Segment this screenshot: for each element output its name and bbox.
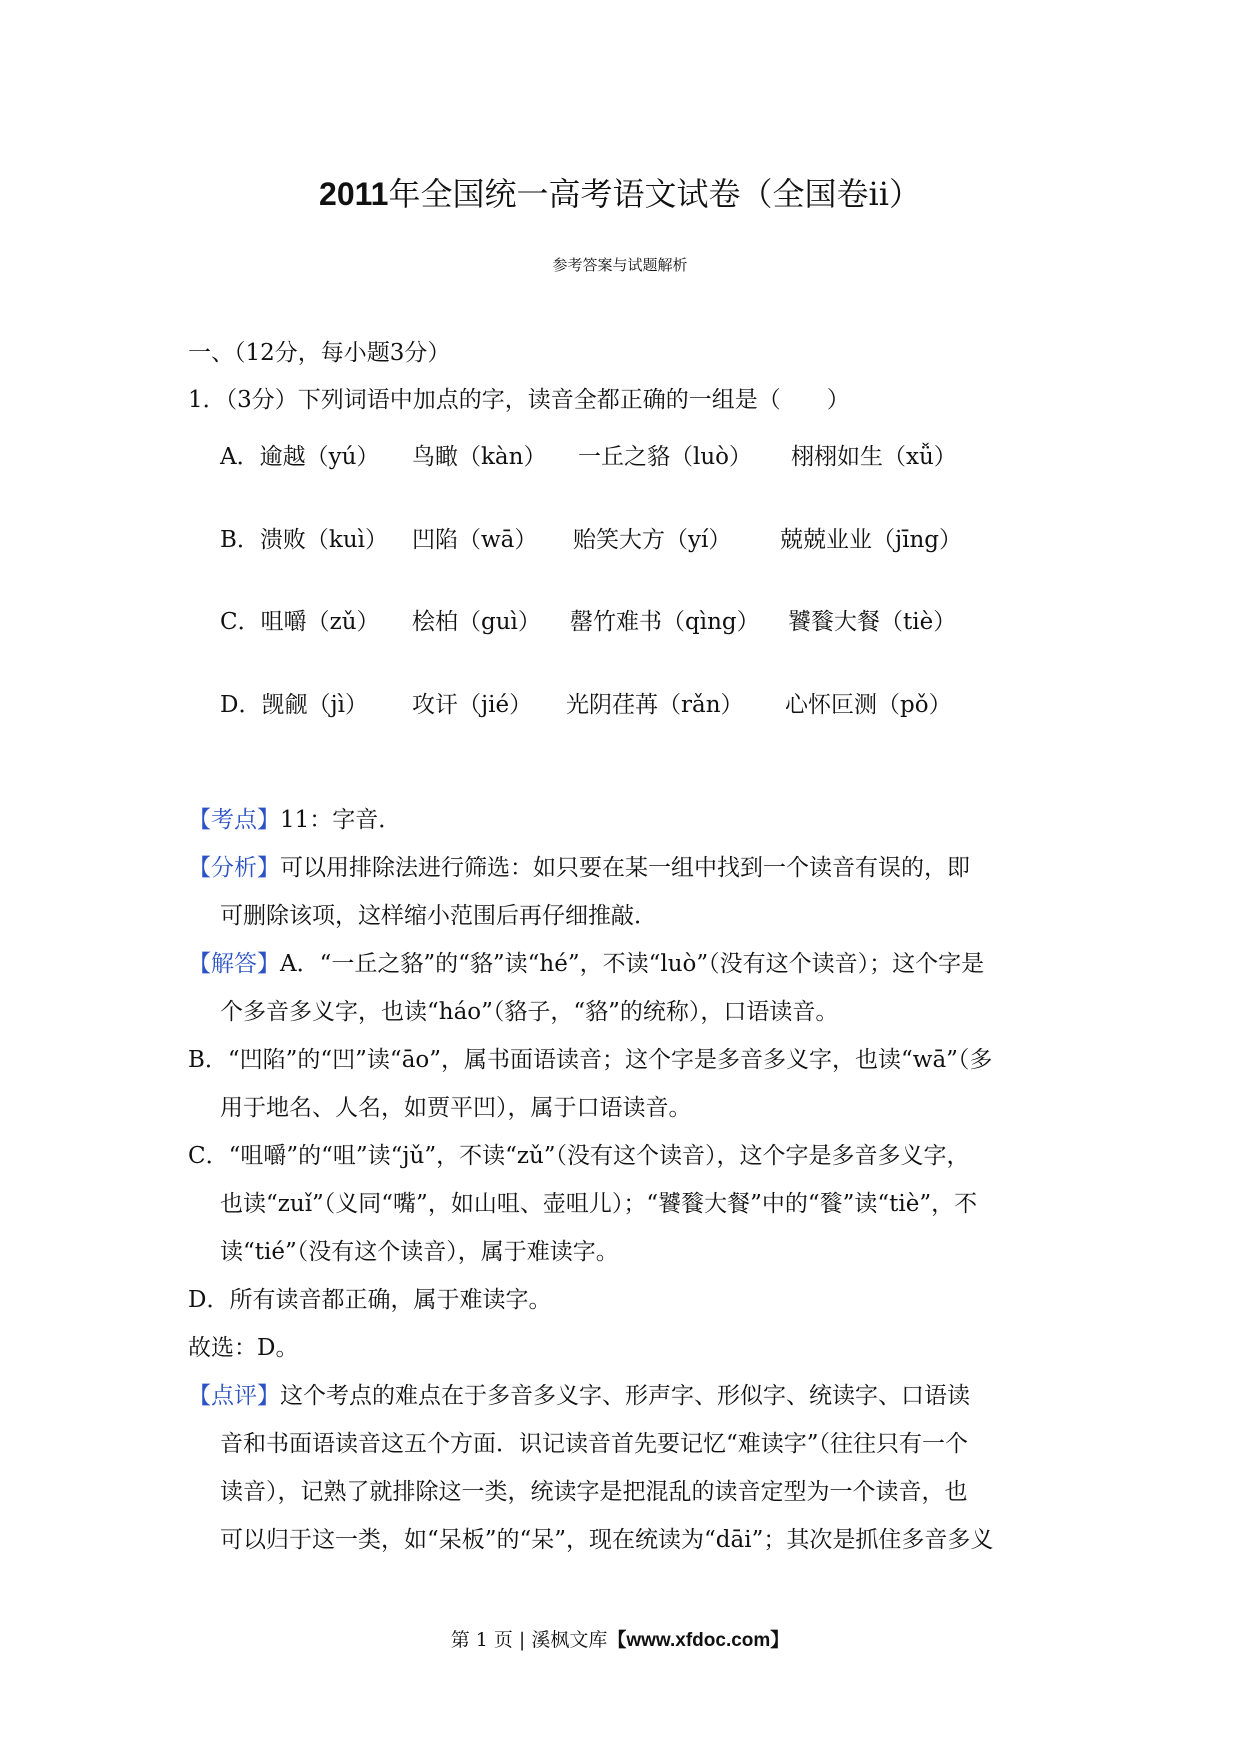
option-c bbox=[220, 605, 980, 639]
option-a-item-2: 鸟瞰（kàn） bbox=[412, 444, 547, 470]
jieda-answer: 故选：D。 bbox=[188, 1335, 299, 1361]
footer-page-number: 第 1 页 | 溪枫文库 bbox=[450, 1629, 608, 1651]
kaodian-tag: 【考点】 bbox=[188, 807, 280, 833]
option-b-label: B． bbox=[220, 527, 260, 553]
option-d-label: D． bbox=[220, 692, 262, 718]
footer-site-link[interactable]: 【www.xfdoc.com】 bbox=[607, 1630, 790, 1651]
dianping-tag: 【点评】 bbox=[188, 1383, 280, 1409]
option-a bbox=[220, 440, 980, 474]
jieda-line-8: D．所有读音都正确，属于难读字。 bbox=[188, 1287, 552, 1313]
dianping-line-2: 音和书面语读音这五个方面．识记读音首先要记忆“难读字”（往往只有一个 bbox=[220, 1431, 969, 1457]
option-b-item-2: 凹陷（wā） bbox=[412, 527, 538, 553]
option-c-item-3: 罄竹难书（qìng） bbox=[570, 609, 760, 635]
page-subtitle: 参考答案与试题解析 bbox=[552, 256, 688, 274]
jieda-tag: 【解答】 bbox=[188, 951, 280, 977]
option-a-item-1 bbox=[220, 440, 379, 474]
option-a-word-1: 逾越（yú） bbox=[259, 444, 380, 470]
fenxi-tag: 【分析】 bbox=[188, 855, 280, 881]
dianping-line-4: 可以归于这一类，如“呆板”的“呆”，现在统读为“dāi”；其次是抓住多音多义 bbox=[220, 1527, 994, 1553]
option-b-item-1 bbox=[220, 523, 388, 557]
jieda-line-4: 用于地名、人名，如贾平凹），属于口语读音。 bbox=[220, 1095, 692, 1121]
title-text: 年全国统一高考语文试卷（全国卷ii） bbox=[388, 175, 921, 213]
option-a-item-4: 栩栩如生（xǚ） bbox=[791, 444, 957, 470]
jieda-line-6: 也读“zuǐ”（义同“嘴”，如山咀、壶咀儿）；“饕餮大餐”中的“餮”读“tiè”，不 bbox=[220, 1191, 978, 1217]
option-b-word-1: 溃败（kuì） bbox=[259, 527, 389, 553]
option-d-item-3: 光阴荏苒（rǎn） bbox=[566, 692, 744, 718]
question-stem: 1．（3分）下列词语中加点的字，读音全都正确的一组是（ ） bbox=[188, 387, 850, 413]
option-d-item-1 bbox=[220, 688, 368, 722]
option-b bbox=[220, 523, 980, 557]
page-footer bbox=[0, 1626, 1240, 1655]
jieda-line-1: A．“一丘之貉”的“貉”读“hé”，不读“luò”（没有这个读音）；这个字是 bbox=[280, 951, 985, 977]
option-d-item-4: 心怀叵测（pǒ） bbox=[785, 692, 952, 718]
option-c-label: C． bbox=[220, 609, 261, 635]
jieda-line-2: 个多音多义字，也读“háo”（貉子，“貉”的统称），口语读音。 bbox=[220, 999, 839, 1025]
option-a-label: A． bbox=[220, 444, 260, 470]
option-c-word-1: 咀嚼（zǔ） bbox=[260, 609, 380, 635]
option-d bbox=[220, 688, 980, 722]
dianping-line-1: 这个考点的难点在于多音多义字、形声字、形似字、统读字、口语读 bbox=[280, 1383, 970, 1409]
jieda-line-3: B．“凹陷”的“凹”读“āo”，属书面语读音；这个字是多音多义字，也读“wā”（多 bbox=[188, 1047, 993, 1073]
option-c-item-1 bbox=[220, 605, 380, 639]
option-d-item-2: 攻讦（jié） bbox=[412, 692, 533, 718]
jieda-line-5: C．“咀嚼”的“咀”读“jǔ”，不读“zǔ”（没有这个读音），这个字是多音多义字， bbox=[188, 1143, 970, 1169]
fenxi-block bbox=[188, 844, 1068, 940]
option-b-item-3: 贻笑大方（yí） bbox=[573, 527, 732, 553]
kaodian-text: 11：字音． bbox=[280, 807, 402, 833]
page-title bbox=[0, 172, 1240, 216]
dianping-line-3: 读音），记熟了就排除这一类，统读字是把混乱的读音定型为一个读音，也 bbox=[220, 1479, 968, 1505]
fenxi-line-2: 可删除该项，这样缩小范围后再仔细推敲． bbox=[220, 903, 657, 929]
option-b-item-4: 兢兢业业（jīng） bbox=[780, 527, 963, 553]
option-a-item-3: 一丘之貉（luò） bbox=[578, 444, 753, 470]
jieda-block bbox=[188, 940, 1068, 1372]
jieda-line-7: 读“tié”（没有这个读音），属于难读字。 bbox=[220, 1239, 619, 1265]
kaodian-block bbox=[188, 796, 1068, 844]
title-year: 2011 bbox=[319, 176, 389, 212]
option-c-item-4: 饕餮大餐（tiè） bbox=[788, 609, 957, 635]
fenxi-line-1: 可以用排除法进行筛选：如只要在某一组中找到一个读音有误的，即 bbox=[280, 855, 970, 881]
dianping-block bbox=[188, 1372, 1068, 1564]
section-heading: 一、（12分，每小题3分） bbox=[188, 340, 451, 366]
option-c-item-2: 桧柏（guì） bbox=[412, 609, 541, 635]
option-d-word-1: 觊觎（jì） bbox=[261, 692, 368, 718]
